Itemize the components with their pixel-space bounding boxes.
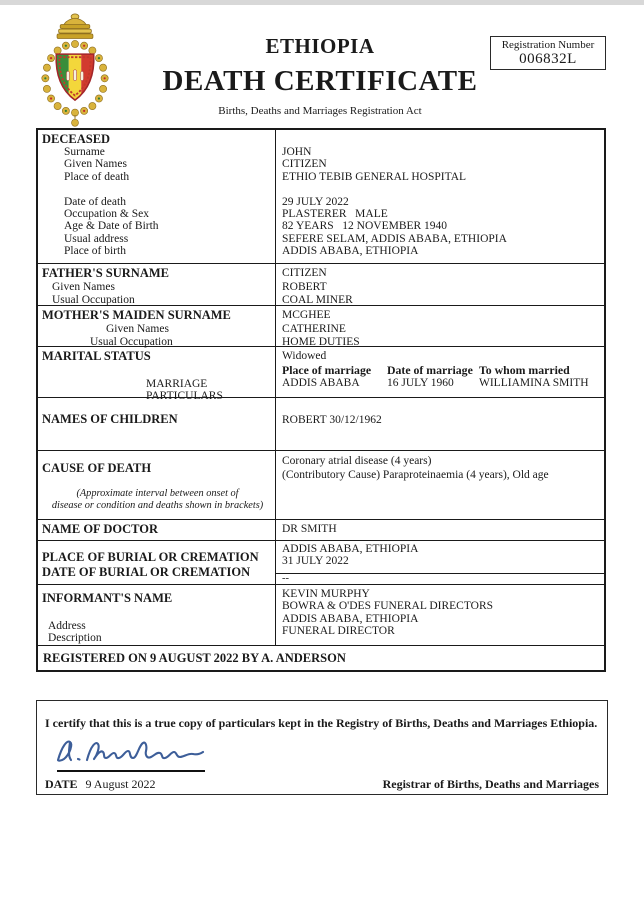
section-mother <box>38 305 604 346</box>
registrar-title: Registrar of Births, Deaths and Marriages <box>382 777 599 791</box>
informant-labels <box>38 585 276 645</box>
mother-heading: MOTHER'S MAIDEN SURNAME <box>42 308 231 322</box>
marital-status-value: Widowed <box>282 350 327 362</box>
burial-place-value: ADDIS ABABA, ETHIOPIA <box>282 543 419 555</box>
column-header: Date of marriage <box>387 363 473 378</box>
field-value: CATHERINE <box>282 322 346 335</box>
description-label: Description <box>48 632 102 645</box>
certification-footer <box>45 777 599 792</box>
section-cause-of-death <box>38 450 604 519</box>
field-value: ETHIO TEBIB GENERAL HOSPITAL <box>282 170 467 183</box>
field-label: Given Names <box>52 280 115 293</box>
spacer <box>282 183 600 195</box>
doctor-heading: NAME OF DOCTOR <box>42 522 158 536</box>
spacer <box>42 183 273 195</box>
registered-line: REGISTERED ON 9 AUGUST 2022 BY A. ANDERSON <box>43 651 346 665</box>
marriage-particulars-label: MARRIAGE PARTICULARS <box>146 378 223 403</box>
father-values <box>276 264 604 305</box>
registration-number-value: 006832L <box>519 51 577 67</box>
field-value: CITIZEN <box>282 158 327 171</box>
date-group <box>45 777 155 792</box>
cause-line: (Contributory Cause) Paraproteinaemia (4 years), Old age <box>282 469 549 481</box>
field-label: Usual Occupation <box>52 294 135 306</box>
field-label: Date of death <box>64 195 126 208</box>
field-value: ROBERT <box>282 280 327 293</box>
father-labels <box>38 264 276 305</box>
section-registered <box>38 645 604 670</box>
field-value: ADDIS ABABA, ETHIOPIA <box>282 245 419 258</box>
column-header: To whom married <box>479 363 570 378</box>
marriage-col-spouse <box>479 364 600 389</box>
registration-number-box <box>490 36 606 70</box>
children-values <box>276 398 604 450</box>
section-deceased <box>38 130 604 263</box>
children-labels <box>38 398 276 450</box>
informant-name-line2: BOWRA & O'DES FUNERAL DIRECTORS <box>282 600 494 613</box>
deceased-labels <box>38 130 276 263</box>
field-label: Surname <box>64 146 105 158</box>
burial-date-value: 31 JULY 2022 <box>282 555 349 568</box>
column-header: Place of marriage <box>282 363 372 378</box>
mother-labels <box>38 306 276 346</box>
field-value: HOME DUTIES <box>282 336 360 348</box>
address-label: Address <box>48 620 86 632</box>
cause-heading: CAUSE OF DEATH <box>42 461 152 475</box>
section-father <box>38 263 604 305</box>
page-top-border <box>0 0 644 5</box>
informant-values <box>276 585 604 645</box>
informant-name-line1: KEVIN MURPHY <box>282 588 370 600</box>
field-value: 29 JULY 2022 <box>282 195 349 208</box>
certificate-subtitle: Births, Deaths and Marriages Registration Act <box>218 105 422 117</box>
registrar-signature <box>53 733 213 769</box>
certificate-table <box>36 128 606 672</box>
burial-note: -- <box>282 573 289 584</box>
informant-description-value: FUNERAL DIRECTOR <box>282 625 395 638</box>
section-burial <box>38 540 604 584</box>
cause-note-line2: disease or condition and deaths shown in brackets) <box>51 499 264 511</box>
ethiopia-coat-of-arms-icon <box>36 12 114 129</box>
field-label: Given Names <box>106 322 169 335</box>
certification-statement: I certify that this is a true copy of particulars kept in the Registry of Births, Deaths and Marriages Ethiopia. <box>45 716 598 730</box>
field-label: Place of birth <box>64 245 126 258</box>
burial-heading-place: PLACE OF BURIAL OR CREMATION <box>42 550 259 564</box>
field-value: CITIZEN <box>282 267 327 279</box>
column-value: 16 JULY 1960 <box>387 377 454 390</box>
children-value: ROBERT 30/12/1962 <box>282 414 382 426</box>
field-label: Occupation & Sex <box>64 208 149 221</box>
cause-labels <box>38 451 276 519</box>
burial-place-date <box>276 541 604 574</box>
field-value: MCGHEE <box>282 309 331 321</box>
signature-underline <box>57 770 205 772</box>
section-marital-status <box>38 346 604 403</box>
marital-heading: MARITAL STATUS <box>42 349 151 363</box>
marital-values <box>276 347 604 397</box>
burial-values <box>276 541 604 584</box>
marital-labels <box>38 347 276 403</box>
spacer <box>282 133 600 146</box>
section-children <box>38 397 604 450</box>
marriage-col-date <box>387 364 479 389</box>
field-label: Place of death <box>64 170 130 183</box>
section-informant <box>38 584 604 645</box>
field-label: Given Names <box>64 158 127 171</box>
cause-values <box>276 451 604 519</box>
field-label: Usual address <box>64 232 129 245</box>
informant-address-value: ADDIS ABABA, ETHIOPIA <box>282 612 419 625</box>
field-value: 82 YEARS 12 NOVEMBER 1940 <box>282 220 448 233</box>
cause-note-line1: (Approximate interval between onset of <box>76 488 239 499</box>
deceased-values <box>276 130 604 263</box>
column-value: WILLIAMINA SMITH <box>479 377 589 390</box>
column-value: ADDIS ABABA <box>282 377 360 390</box>
doctor-values <box>276 520 604 540</box>
field-label: Usual Occupation <box>90 336 173 348</box>
field-label: Age & Date of Birth <box>64 220 159 233</box>
field-value: PLASTERER MALE <box>282 208 388 221</box>
burial-heading-date: DATE OF BURIAL OR CREMATION <box>42 564 251 579</box>
children-heading: NAMES OF CHILDREN <box>42 412 178 426</box>
cause-note <box>42 488 273 511</box>
doctor-value: DR SMITH <box>282 523 337 535</box>
doctor-labels <box>38 520 276 540</box>
field-value: SEFERE SELAM, ADDIS ABABA, ETHIOPIA <box>282 232 507 245</box>
father-heading: FATHER'S SURNAME <box>42 266 169 280</box>
marriage-particulars <box>282 364 600 389</box>
mother-values <box>276 306 604 346</box>
deceased-heading: DECEASED <box>42 132 111 146</box>
country-title: ETHIOPIA <box>265 34 375 58</box>
date-value: 9 August 2022 <box>85 777 156 791</box>
certificate-title: DEATH CERTIFICATE <box>162 65 478 97</box>
registration-number-label: Registration Number <box>501 39 595 51</box>
marriage-col-place <box>282 364 387 389</box>
cause-line: Coronary atrial disease (4 years) <box>282 455 432 467</box>
certification-box <box>36 700 608 795</box>
burial-labels <box>38 541 276 584</box>
header <box>140 34 500 117</box>
date-label: DATE <box>45 777 78 791</box>
field-value: COAL MINER <box>282 294 353 306</box>
informant-heading: INFORMANT'S NAME <box>42 591 173 605</box>
field-value: JOHN <box>282 146 312 158</box>
section-doctor <box>38 519 604 540</box>
